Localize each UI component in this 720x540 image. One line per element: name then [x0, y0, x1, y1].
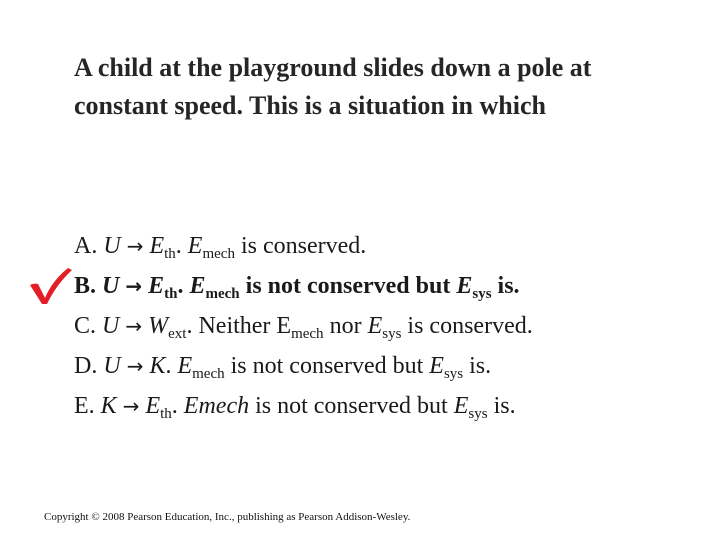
answer-var-subscript: mech: [202, 246, 235, 262]
answer-text-2: is conserved.: [401, 313, 533, 339]
answer-var: E: [177, 353, 193, 379]
answer-a[interactable]: A. $U \to E_{th}$. $E_{mech}$ is conserved.: [74, 233, 367, 262]
answer-var-2-subscript: sys: [468, 406, 488, 422]
answer-text-2: is.: [491, 273, 520, 299]
answer-letter: E.: [74, 393, 95, 419]
answer-var-2: E: [367, 313, 383, 339]
symbol-from: U: [103, 353, 121, 379]
answer-var-2-subscript: sys: [382, 326, 402, 342]
answer-text-2: is.: [487, 393, 516, 419]
answer-e[interactable]: E. $K \to E_{th}$. Emech is not conserved but $E_{sys}$ is.: [74, 393, 516, 422]
answer-var: E: [187, 233, 203, 259]
answer-var-2-subscript: sys: [472, 286, 492, 302]
answer-c[interactable]: C. $U \to W_{ext}$. Neither $E_{mech}$ nor $E_{sys}$ is conserved.: [74, 313, 533, 342]
checkmark-icon: [28, 265, 74, 305]
answer-var-subscript: mech: [291, 326, 324, 342]
symbol-to: W: [148, 313, 169, 339]
answer-var: Neither E: [198, 313, 292, 339]
symbol-to: E: [149, 233, 165, 259]
symbol-to-subscript: th: [164, 246, 176, 262]
answer-var: Emech: [183, 393, 250, 419]
arrow-icon: →: [125, 314, 143, 338]
question-text: A child at the playground slides down a pole at constant speed. This is a situation in which: [74, 53, 592, 120]
answer-text: is not conserved but: [224, 353, 430, 379]
answer-var: E: [189, 273, 206, 299]
answer-var-2: E: [429, 353, 444, 379]
arrow-icon: →: [122, 394, 140, 418]
symbol-from: K: [100, 393, 117, 419]
symbol-from: U: [103, 233, 121, 259]
arrow-icon: →: [125, 274, 143, 298]
copyright-notice: Copyright © 2008 Pearson Education, Inc., publishing as Pearson Addison-Wesley.: [44, 511, 411, 523]
answer-text: nor: [323, 313, 368, 339]
answer-var-subscript: mech: [192, 366, 225, 382]
symbol-from: U: [102, 313, 120, 339]
arrow-icon: →: [126, 354, 144, 378]
answer-text: is not conserved but: [239, 273, 457, 299]
answer-text: is conserved.: [234, 233, 367, 259]
arrow-icon: →: [126, 234, 144, 258]
symbol-from: U: [102, 273, 120, 299]
symbol-to-subscript: th: [160, 406, 172, 422]
answer-b[interactable]: B. $U \to E_{th}$. $E_{mech}$ is not conserved but $E_{sys}$ is.: [74, 273, 520, 302]
symbol-to: E: [145, 393, 161, 419]
answer-text-2: is.: [463, 353, 492, 379]
symbol-to-subscript: th: [164, 286, 178, 302]
answer-d[interactable]: D. U → K. $E_{mech}$ is not conserved but $E_{sys}$ is.: [74, 353, 492, 382]
answer-letter: B.: [74, 273, 97, 299]
answer-letter: C.: [74, 313, 97, 339]
answer-var-subscript: mech: [205, 286, 240, 302]
answer-letter: D.: [74, 353, 98, 379]
answer-var-2: E: [453, 393, 469, 419]
answer-var-2-subscript: sys: [443, 366, 464, 382]
answer-var-2: E: [456, 273, 473, 299]
symbol-to-subscript: ext: [168, 326, 187, 342]
symbol-to: E: [148, 273, 165, 299]
answer-letter: A.: [74, 233, 98, 259]
answer-list: [74, 226, 694, 426]
symbol-to: K: [149, 353, 166, 379]
answer-text: is not conserved but: [249, 393, 454, 419]
